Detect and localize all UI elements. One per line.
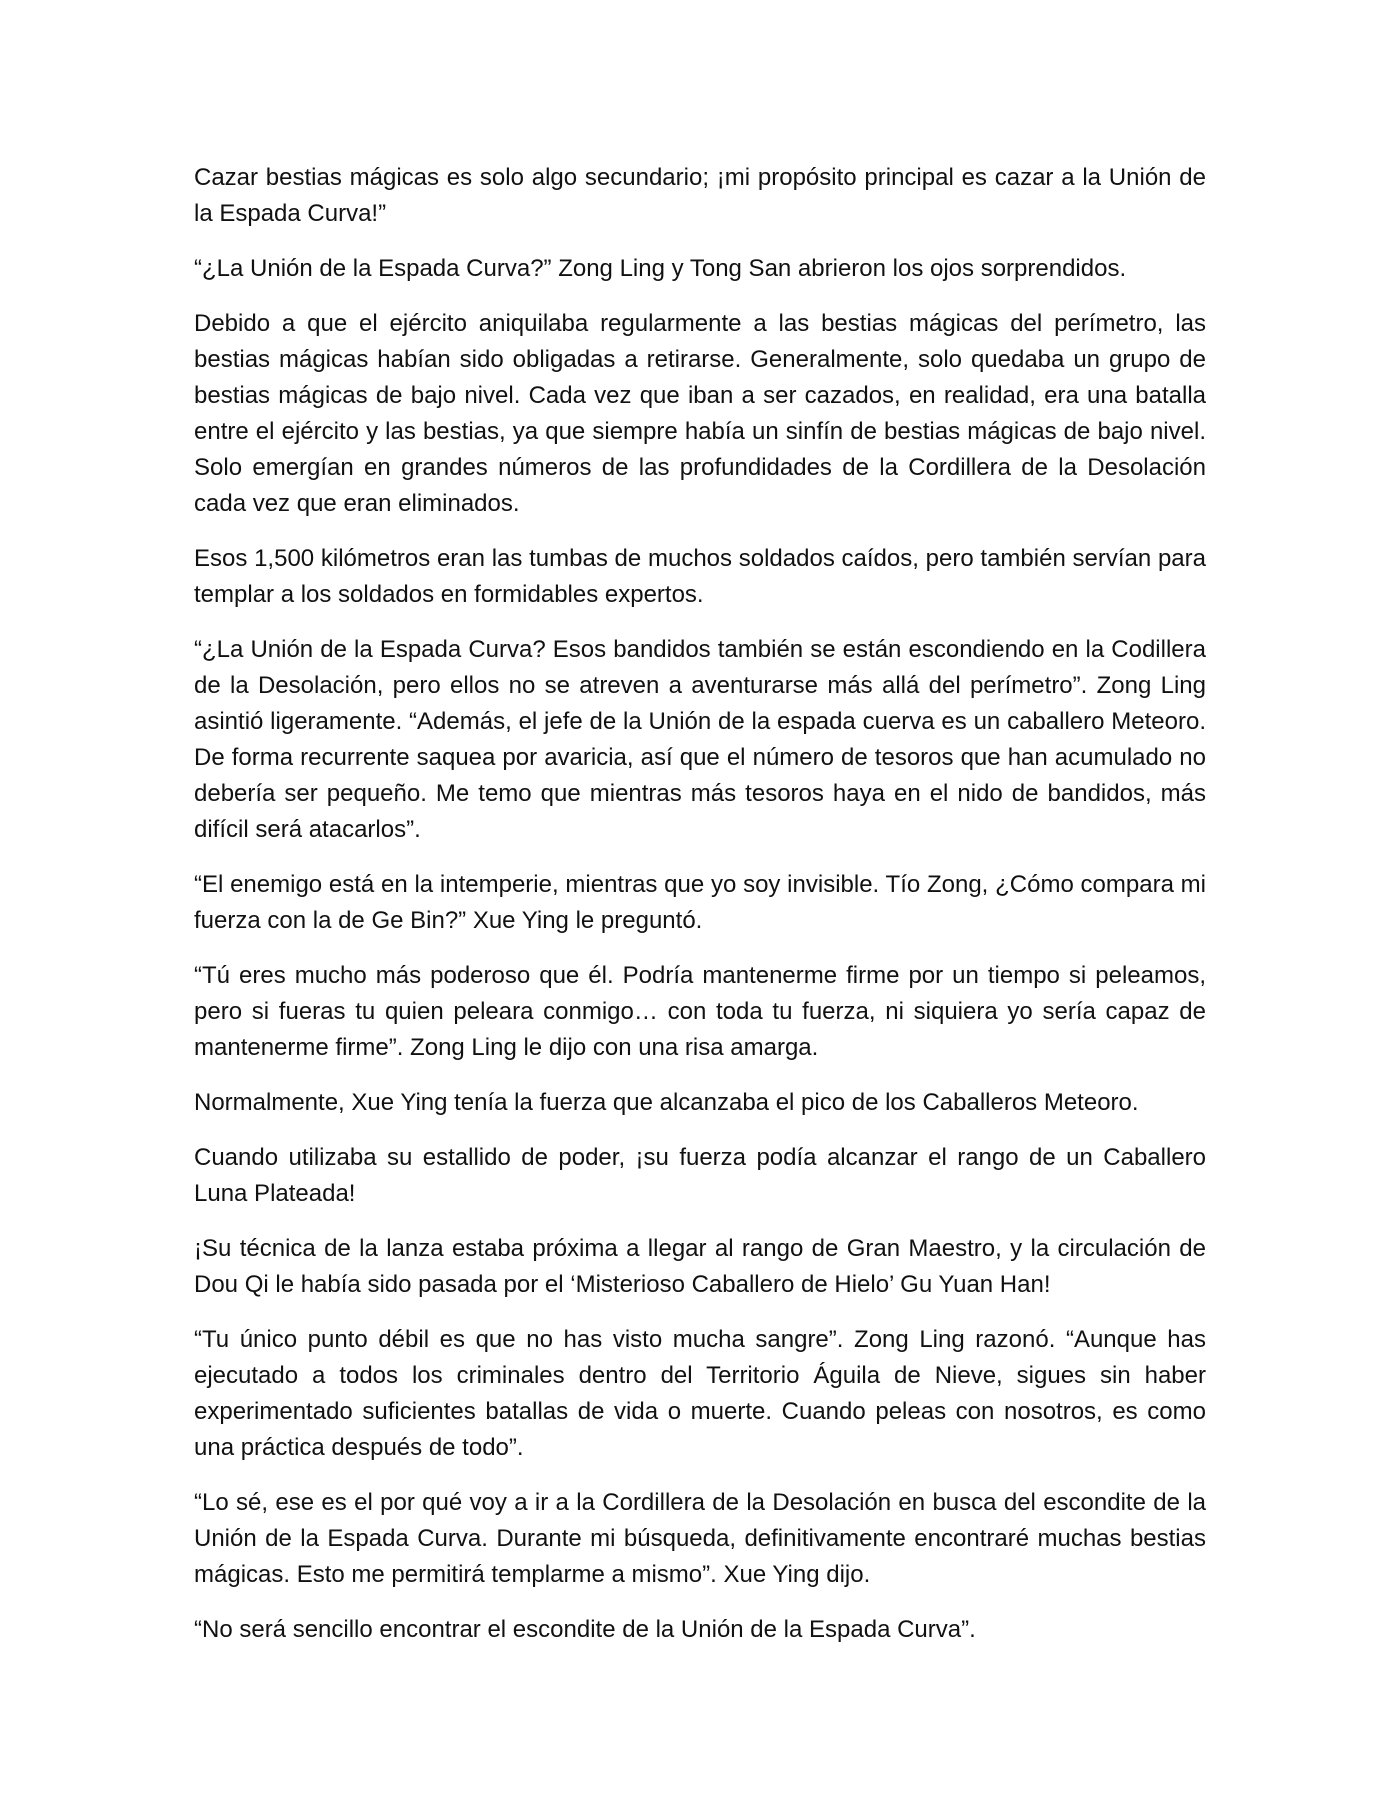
paragraph: “Tu único punto débil es que no has visto mucha sangre”. Zong Ling razonó. “Aunque has ejecutado a todos los criminales dentro del Territorio Águila de Nieve, sigues sin haber experimentado suficientes batallas de vida o muerte. Cuando peleas con nosotros, es como una práctica después de todo”. [194, 1326, 1206, 1461]
paragraph: “No será sencillo encontrar el escondite de la Unión de la Espada Curva”. [194, 1616, 976, 1643]
document-body [194, 160, 1206, 1667]
paragraph: Cazar bestias mágicas es solo algo secundario; ¡mi propósito principal es cazar a la Unión de la Espada Curva!” [194, 164, 1206, 227]
paragraph: Debido a que el ejército aniquilaba regularmente a las bestias mágicas del perímetro, las bestias mágicas habían sido obligadas a retirarse. Generalmente, solo quedaba un grupo de bestias mágicas de bajo nivel. Cada vez que iban a ser cazados, en realidad, era una batalla entre el ejército y las bestias, ya que siempre había un sinfín de bestias mágicas de bajo nivel. Solo emergían en grandes números de las profundidades de la Cordillera de la Desolación cada vez que eran eliminados. [194, 310, 1206, 517]
paragraph: “¿La Unión de la Espada Curva?” Zong Ling y Tong San abrieron los ojos sorprendidos. [194, 255, 1127, 282]
paragraph: Normalmente, Xue Ying tenía la fuerza que alcanzaba el pico de los Caballeros Meteoro. [194, 1089, 1139, 1116]
paragraph: ¡Su técnica de la lanza estaba próxima a llegar al rango de Gran Maestro, y la circulación de Dou Qi le había sido pasada por el ‘Misterioso Caballero de Hielo’ Gu Yuan Han! [194, 1235, 1206, 1298]
paragraph: Cuando utilizaba su estallido de poder, ¡su fuerza podía alcanzar el rango de un Caballero Luna Plateada! [194, 1144, 1206, 1207]
paragraph: “Tú eres mucho más poderoso que él. Podría mantenerme firme por un tiempo si peleamos, pero si fueras tu quien peleara conmigo… con toda tu fuerza, ni siquiera yo sería capaz de mantenerme firme”. Zong Ling le dijo con una risa amarga. [194, 962, 1206, 1061]
paragraph: Esos 1,500 kilómetros eran las tumbas de muchos soldados caídos, pero también servían para templar a los soldados en formidables expertos. [194, 545, 1206, 608]
paragraph: “Lo sé, ese es el por qué voy a ir a la Cordillera de la Desolación en busca del escondite de la Unión de la Espada Curva. Durante mi búsqueda, definitivamente encontraré muchas bestias mágicas. Esto me permitirá templarme a mismo”. Xue Ying dijo. [194, 1489, 1206, 1588]
paragraph: “El enemigo está en la intemperie, mientras que yo soy invisible. Tío Zong, ¿Cómo compara mi fuerza con la de Ge Bin?” Xue Ying le preguntó. [194, 871, 1206, 934]
paragraph: “¿La Unión de la Espada Curva? Esos bandidos también se están escondiendo en la Codillera de la Desolación, pero ellos no se atreven a aventurarse más allá del perímetro”. Zong Ling asintió ligeramente. “Además, el jefe de la Unión de la espada cuerva es un caballero Meteoro. De forma recurrente saquea por avaricia, así que el número de tesoros que han acumulado no debería ser pequeño. Me temo que mientras más tesoros haya en el nido de bandidos, más difícil será atacarlos”. [194, 636, 1206, 843]
